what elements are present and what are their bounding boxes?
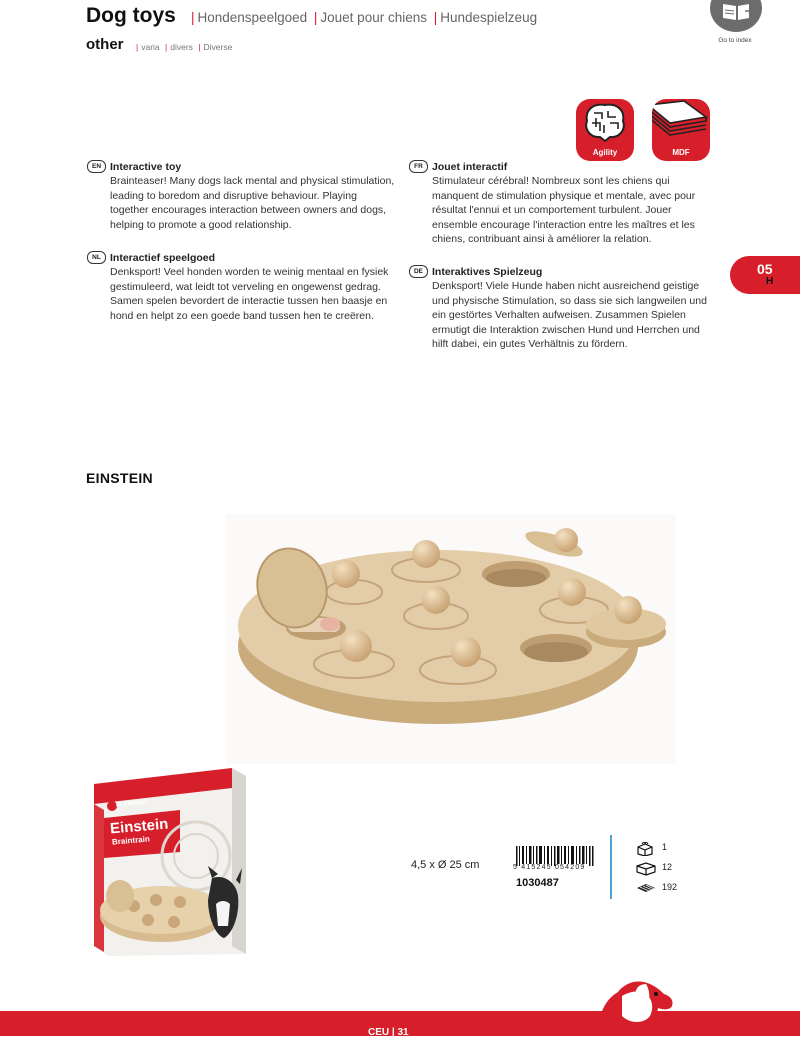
description-de <box>413 265 717 351</box>
product-image <box>226 514 676 764</box>
book-icon <box>721 2 753 22</box>
dog-silhouette-icon <box>592 976 678 1036</box>
title-de: Hundespielzeug <box>440 10 538 25</box>
subcategory-title: other <box>86 36 124 53</box>
mdf-badge <box>652 99 710 161</box>
divider <box>610 835 612 899</box>
description-nl <box>92 251 395 323</box>
packaging-row-single <box>636 842 668 858</box>
heading-fr: Jouet interactif <box>432 161 508 173</box>
text-en: Brainteaser! Many dogs lack mental and physical stimulation, leading to boredom and disruptive behaviour. Playing together encourages interaction between owners and dogs, helping to promote a good relationship. <box>110 175 395 231</box>
description-en <box>91 160 395 232</box>
mdf-label: MDF <box>672 148 690 157</box>
subcategory-de: Diverse <box>203 42 233 52</box>
en-flag-icon: EN <box>87 160 106 173</box>
single-quantity: 1 <box>662 842 668 852</box>
brain-maze-icon <box>582 101 628 143</box>
heading-en: Interactive toy <box>110 161 182 173</box>
title-fr: Jouet pour chiens <box>320 10 427 25</box>
heading-nl: Interactief speelgoed <box>110 252 216 264</box>
description-fr <box>414 160 717 246</box>
text-fr: Stimulateur cérébral! Nombreux sont les chiens qui manquent de stimulation physique et mentale, avec pour résultat l'ennui et un comportement turbulent. Jouer ensemble encourage l'interaction entre les maîtres et les chiens, contribuant ainsi à améliorer la relation. <box>432 175 696 246</box>
box-title: Einstein <box>109 815 169 838</box>
de-flag-icon: DE <box>409 265 428 278</box>
page-title: Dog toys <box>86 4 176 27</box>
packaging-row-pallet <box>636 882 678 896</box>
nl-flag-icon: NL <box>87 251 106 264</box>
product-box-image <box>84 766 254 958</box>
text-nl: Denksport! Veel honden worden te weinig mentaal en fysiek gestimuleerd, wat leidt tot verveling en ongewenst gedrag. Samen spelen bevordert de interactie tussen hen baasje en hond en helpt zo een goede band tussen hen te creëren. <box>110 266 389 322</box>
box-subtitle: Braintrain <box>111 834 151 847</box>
footer-text: CEU | 31 <box>368 1027 409 1038</box>
agility-badge <box>576 99 634 161</box>
carton-box-icon <box>636 862 656 876</box>
agility-label: Agility <box>592 148 618 157</box>
go-to-index-label[interactable]: Go to index <box>718 37 752 44</box>
carton-quantity: 12 <box>662 862 673 872</box>
text-de: Denksport! Viele Hunde haben nicht ausreichend geistige und physische Stimulation, so dass sie sich langweilen und ein gestörtes Verhalten aufweisen. Zusammen Spielen ermutigt die Interaktion zwischen Hund und Herrchen und hilft dabei, ein gutes Verhältnis zu fördern. <box>432 280 707 351</box>
single-item-box-icon <box>636 842 654 856</box>
barcode-icon <box>516 846 594 866</box>
article-number: 1030487 <box>516 877 559 889</box>
subcategory-nl: varia <box>141 42 160 52</box>
go-to-index-button[interactable] <box>706 0 766 34</box>
title-nl: Hondenspeelgoed <box>197 10 308 25</box>
section-number: 05 <box>757 261 773 277</box>
subcategory-translations: | varia | divers | Diverse <box>136 42 233 52</box>
section-tab[interactable] <box>730 256 800 294</box>
pallet-quantity: 192 <box>662 882 678 892</box>
section-letter: H <box>766 276 774 287</box>
subcategory-fr: divers <box>170 42 193 52</box>
heading-de: Interaktives Spielzeug <box>432 266 543 278</box>
fr-flag-icon: FR <box>409 160 428 173</box>
product-dimensions: 4,5 x Ø 25 cm <box>411 859 480 871</box>
mdf-boards-icon <box>652 99 710 143</box>
packaging-row-carton <box>636 862 673 878</box>
product-name: EINSTEIN <box>86 470 153 486</box>
box-brand: FLAMINGO <box>115 799 149 809</box>
barcode-digits: 5 415245 054209 <box>513 864 586 871</box>
title-translations: | Hondenspeelgoed | Jouet pour chiens | Hundespielzeug <box>191 10 538 25</box>
pallet-icon <box>636 882 656 894</box>
